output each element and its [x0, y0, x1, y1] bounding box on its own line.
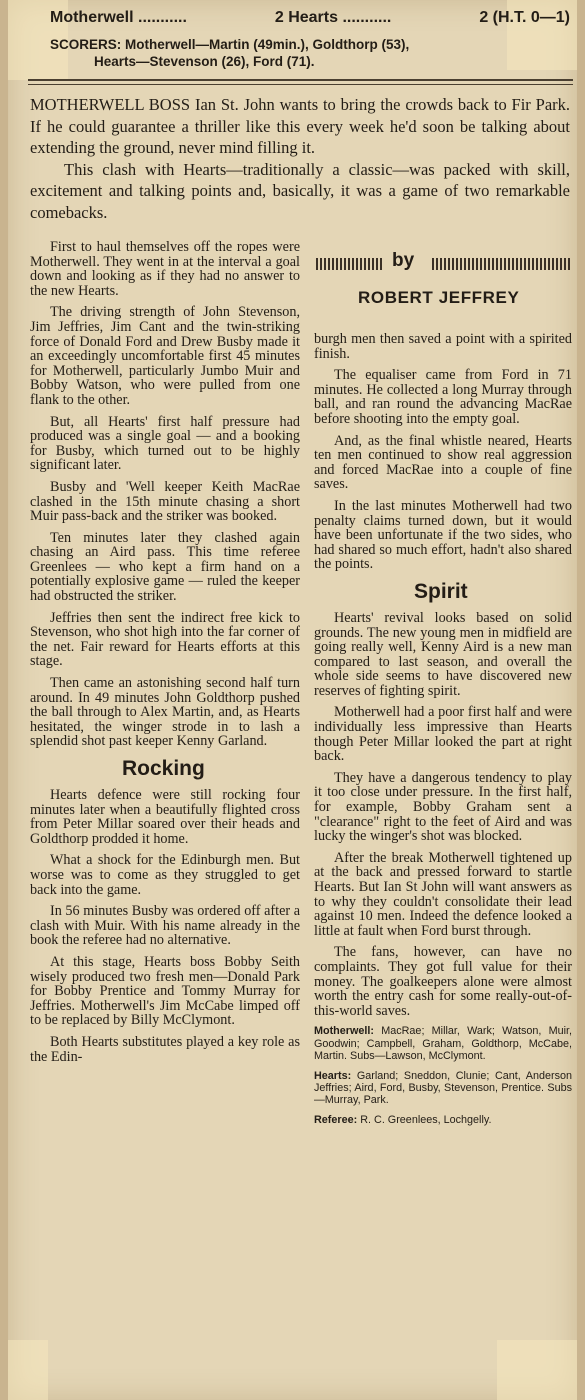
- header-rule-thin: [28, 84, 573, 85]
- scorers-motherwell: Motherwell—Martin (49min.), Goldthorp (53),: [125, 37, 410, 52]
- referee-name: R. C. Greenlees, Lochgelly.: [360, 1113, 492, 1126]
- scoreline-middle: 2 Hearts ...........: [274, 9, 392, 26]
- col1-paragraph: In 56 minutes Busby was ordered off after a clash with Muir. With his name already in the book the referee had no alternative.: [30, 903, 300, 949]
- col2-paragraph: And, as the final whistle neared, Hearts ten men continued to show real aggression and forced MacRae into a couple of fine saves.: [314, 432, 572, 493]
- scorers-label: SCORERS:: [50, 37, 122, 52]
- tape-bottom-right: [497, 1340, 577, 1400]
- subhead-spirit: Spirit: [414, 579, 468, 603]
- lineup-motherwell-players: MacRae; Millar, Wark; Watson, Muir, Goodwin; Campbell, Graham, Goldthorp, McCabe, Martin. Subs—Lawson, McClymont.: [314, 1025, 572, 1063]
- col1-paragraph: Then came an astonishing second half turn around. In 49 minutes John Goldthorp pushed the ball through to Alex Martin, and, as Hearts hesitated, the winger strode in to lash a splendid shot past keeper Kenny Garland.: [30, 675, 300, 750]
- scoreline: [50, 8, 570, 28]
- byline: [314, 248, 572, 320]
- lineup-hearts-label: Hearts:: [314, 1069, 352, 1082]
- col2-paragraph: burgh men then saved a point with a spirited finish.: [314, 331, 572, 362]
- intro-lead-caps: MOTHERWELL BOSS: [30, 95, 191, 114]
- col1-paragraph: But, all Hearts' first half pressure had produced was a single goal — and a booking for Busby, which turned out to be highly significant later.: [30, 413, 300, 474]
- col2-paragraph: Hearts' revival looks based on solid grounds. The new young men in midfield are going really well, Kenny Aird is a new man compared to last season, and overall the whole side seems to have discovered new reserves of fighting spirit.: [314, 609, 572, 699]
- lineup-hearts: [314, 1070, 572, 1107]
- col1-paragraph: Ten minutes later they clashed again chasing an Aird pass. This time referee Greenlees — who kept a firm hand on a potentially explosive game — ruled the keeper had obstructed the striker.: [30, 529, 300, 605]
- intro-lead-rest: Ian St. John wants to bring the crowds back to Fir Park. If he could guarantee a thriller like this every week he'd soon be talking about extending the ground, never mind filling it.: [30, 95, 571, 157]
- col1-paragraph: The driving strength of John Stevenson, Jim Jeffries, Jim Cant and the twin-striking force of Donald Ford and Drew Busby made it an exceedingly uncomfortable first 45 minutes for Motherwell, particularly Jumbo Muir and Bobby Watson, who were pulled from one flank to the other.: [30, 304, 300, 408]
- scoreline-away: 2 (H.T. 0—1): [479, 9, 570, 26]
- byline-by: by: [392, 250, 415, 271]
- col2-paragraph: The fans, however, can have no complaints. They got full value for their money. The goalkeepers alone were almost worth the entry cash for some really-out-of-this-world saves.: [314, 944, 572, 1019]
- col2-paragraph: They have a dangerous tendency to play it too close under pressure. In the first half, for example, Bobby Graham sent a "clearance" right to the feet of Aird and was lucky the winger's shot was blocked.: [314, 769, 572, 845]
- col1-paragraph: Both Hearts substitutes played a key role as the Edin-: [30, 1033, 300, 1065]
- subhead-rocking: Rocking: [122, 757, 205, 780]
- intro: [30, 94, 570, 223]
- intro-paragraph-2: This clash with Hearts—traditionally a classic—was packed with skill, excitement and talking points and, basically, it was a game of two remarkable comebacks.: [30, 159, 570, 222]
- byline-rule-right: [432, 258, 572, 270]
- col1-paragraph: Busby and 'Well keeper Keith MacRae clashed in the 15th minute chasing a short Muir pass-back and the striker was booked.: [30, 478, 300, 525]
- col2-paragraph: Motherwell had a poor first half and were individually less impressive than Hearts though Peter Millar looked the part at right back.: [314, 704, 572, 765]
- lineup-motherwell-label: Motherwell:: [314, 1025, 374, 1038]
- column-1: [30, 240, 300, 1071]
- col1-paragraph: What a shock for the Edinburgh men. But worse was to come as they struggled to get back into the game.: [30, 852, 300, 898]
- byline-rule-left: [316, 258, 384, 270]
- referee-line: [314, 1114, 572, 1126]
- intro-paragraph-1: [30, 94, 570, 159]
- referee-label: Referee:: [314, 1113, 358, 1126]
- col2-paragraph: In the last minutes Motherwell had two penalty claims turned down, but it would have been unfortunate if the two sides, who had shared so much effort, hadn't also shared the points.: [314, 497, 572, 573]
- lineup-motherwell: [314, 1025, 572, 1062]
- scorers: [50, 36, 570, 70]
- column-2: [314, 332, 572, 1133]
- tape-bottom-left: [8, 1340, 48, 1400]
- col2-paragraph: After the break Motherwell tightened up at the back and pressed forward to startle Hearts. But Ian St John will want answers as to why they couldn't consolidate their lead against 10 men. Indeed the defence looked a little at fault when Ford burst through.: [314, 849, 572, 939]
- scoreline-home: Motherwell ...........: [50, 9, 187, 26]
- byline-author: ROBERT JEFFREY: [358, 288, 520, 307]
- col1-paragraph: At this stage, Hearts boss Bobby Seith wisely produced two fresh men—Donald Park for Bobby Prentice and Tommy Murray for Jeffries. Motherwell's Jim McCabe limped off to be replaced by Billy McClymont.: [30, 953, 300, 1029]
- scorers-hearts: Hearts—Stevenson (26), Ford (71).: [94, 54, 315, 69]
- col2-paragraph: The equaliser came from Ford in 71 minutes. He collected a long Murray through ball, and ran round the advancing MacRae before shooting into the empty goal.: [314, 367, 572, 427]
- lineup-hearts-players: Garland; Sneddon, Clunie; Cant, Anderson Jeffries; Aird, Ford, Busby, Stevenson, Prentice. Subs—Murray, Park.: [314, 1069, 572, 1107]
- col1-paragraph: Jeffries then sent the indirect free kick to Stevenson, who shot high into the far corner of the net. Fair reward for Hearts efforts at this stage.: [30, 609, 300, 670]
- newspaper-clipping: [8, 0, 577, 1400]
- col1-paragraph: First to haul themselves off the ropes were Motherwell. They went in at the interval a goal down and looking as if they had no answer to the new Hearts.: [30, 239, 300, 299]
- col1-paragraph: Hearts defence were still rocking four minutes later when a beautifully flighted cross from Peter Millar soared over their heads and Goldthorp prodded it home.: [30, 787, 300, 847]
- header-rule: [28, 79, 573, 81]
